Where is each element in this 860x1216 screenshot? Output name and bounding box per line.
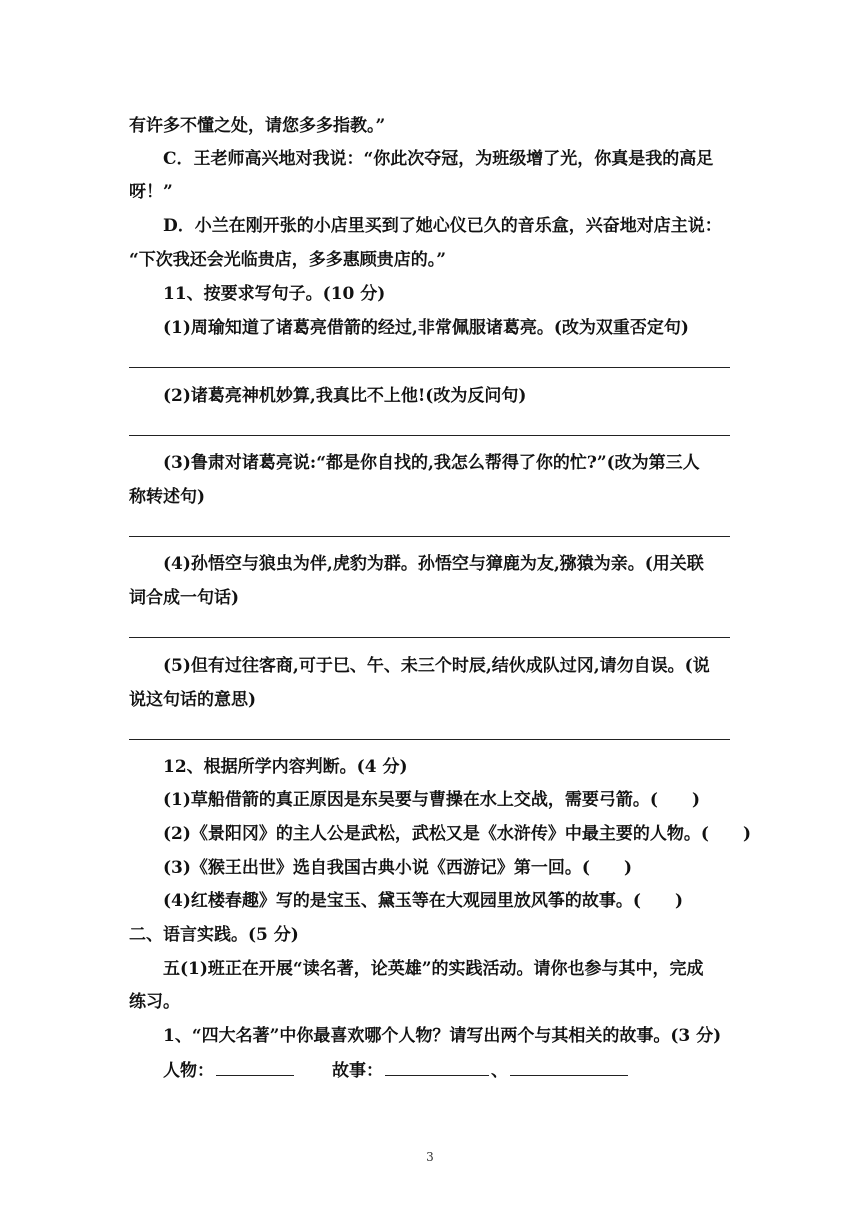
question-12-3: (3)《猴王出世》选自我国古典小说《西游记》第一回。( ) [163,858,633,878]
question-1: 1、“四大名著”中你最喜欢哪个人物？请写出两个与其相关的故事。(3 分) [163,1026,722,1046]
answer-line-11-4[interactable] [129,637,730,638]
question-11-5: (5)但有过往客商,可于巳、午、未三个时辰,结伙成队过冈,请勿自误。(说 [163,656,710,676]
question-12-2: (2)《景阳冈》的主人公是武松，武松又是《水浒传》中最主要的人物。( ) [163,824,752,844]
question-11-3: (3)鲁肃对诸葛亮说:“都是你自找的,我怎么帮得了你的忙?”(改为第三人 [163,453,700,473]
answer-line-11-2[interactable] [129,435,730,436]
text-line: 呀！” [129,182,173,202]
story-label: 故事： [332,1061,383,1081]
text-line: “下次我还会光临贵店，多多惠顾贵店的。” [129,250,447,270]
story-separator: 、 [491,1061,508,1081]
question-12-1: (1)草船借箭的真正原因是东吴要与曹操在水上交战，需要弓箭。( ) [163,790,701,810]
answer-line-11-1[interactable] [129,367,730,368]
fill-in-line [0,1059,860,1082]
character-label: 人物： [163,1061,214,1081]
text-line: 练习。 [129,992,180,1012]
activity-intro: 五(1)班正在开展“读名著，论英雄”的实践活动。请你也参与其中，完成 [163,959,704,979]
text-line: 有许多不懂之处，请您多多指教。” [129,116,386,136]
question-11-4: (4)孙悟空与狼虫为伴,虎豹为群。孙悟空与獐鹿为友,猕猿为亲。(用关联 [163,554,704,574]
story-blank-1[interactable] [385,1059,489,1076]
text-line: 词合成一句话) [129,588,240,608]
page-number: 3 [426,1150,434,1164]
question-11-2: (2)诸葛亮神机妙算,我真比不上他!(改为反问句) [163,386,527,406]
question-12-heading: 12、根据所学内容判断。(4 分) [163,757,408,777]
option-d-line: D．小兰在刚开张的小店里买到了她心仪已久的音乐盒，兴奋地对店主说： [163,216,722,236]
answer-line-11-3[interactable] [129,536,730,537]
answer-line-11-5[interactable] [129,739,730,740]
option-c-line: C．王老师高兴地对我说：“你此次夺冠，为班级增了光，你真是我的高足 [163,149,714,169]
text-line: 称转述句) [129,487,206,507]
character-blank[interactable] [216,1059,294,1076]
story-blank-2[interactable] [510,1059,628,1076]
question-11-1: (1)周瑜知道了诸葛亮借箭的经过,非常佩服诸葛亮。(改为双重否定句) [163,318,689,338]
text-line: 说这句话的意思) [129,690,257,710]
question-11-heading: 11、按要求写句子。(10 分) [163,284,386,304]
section-2-heading: 二、语言实践。(5 分) [129,925,299,945]
question-12-4: (4)红楼春趣》写的是宝玉、黛玉等在大观园里放风筝的故事。( ) [163,891,684,911]
